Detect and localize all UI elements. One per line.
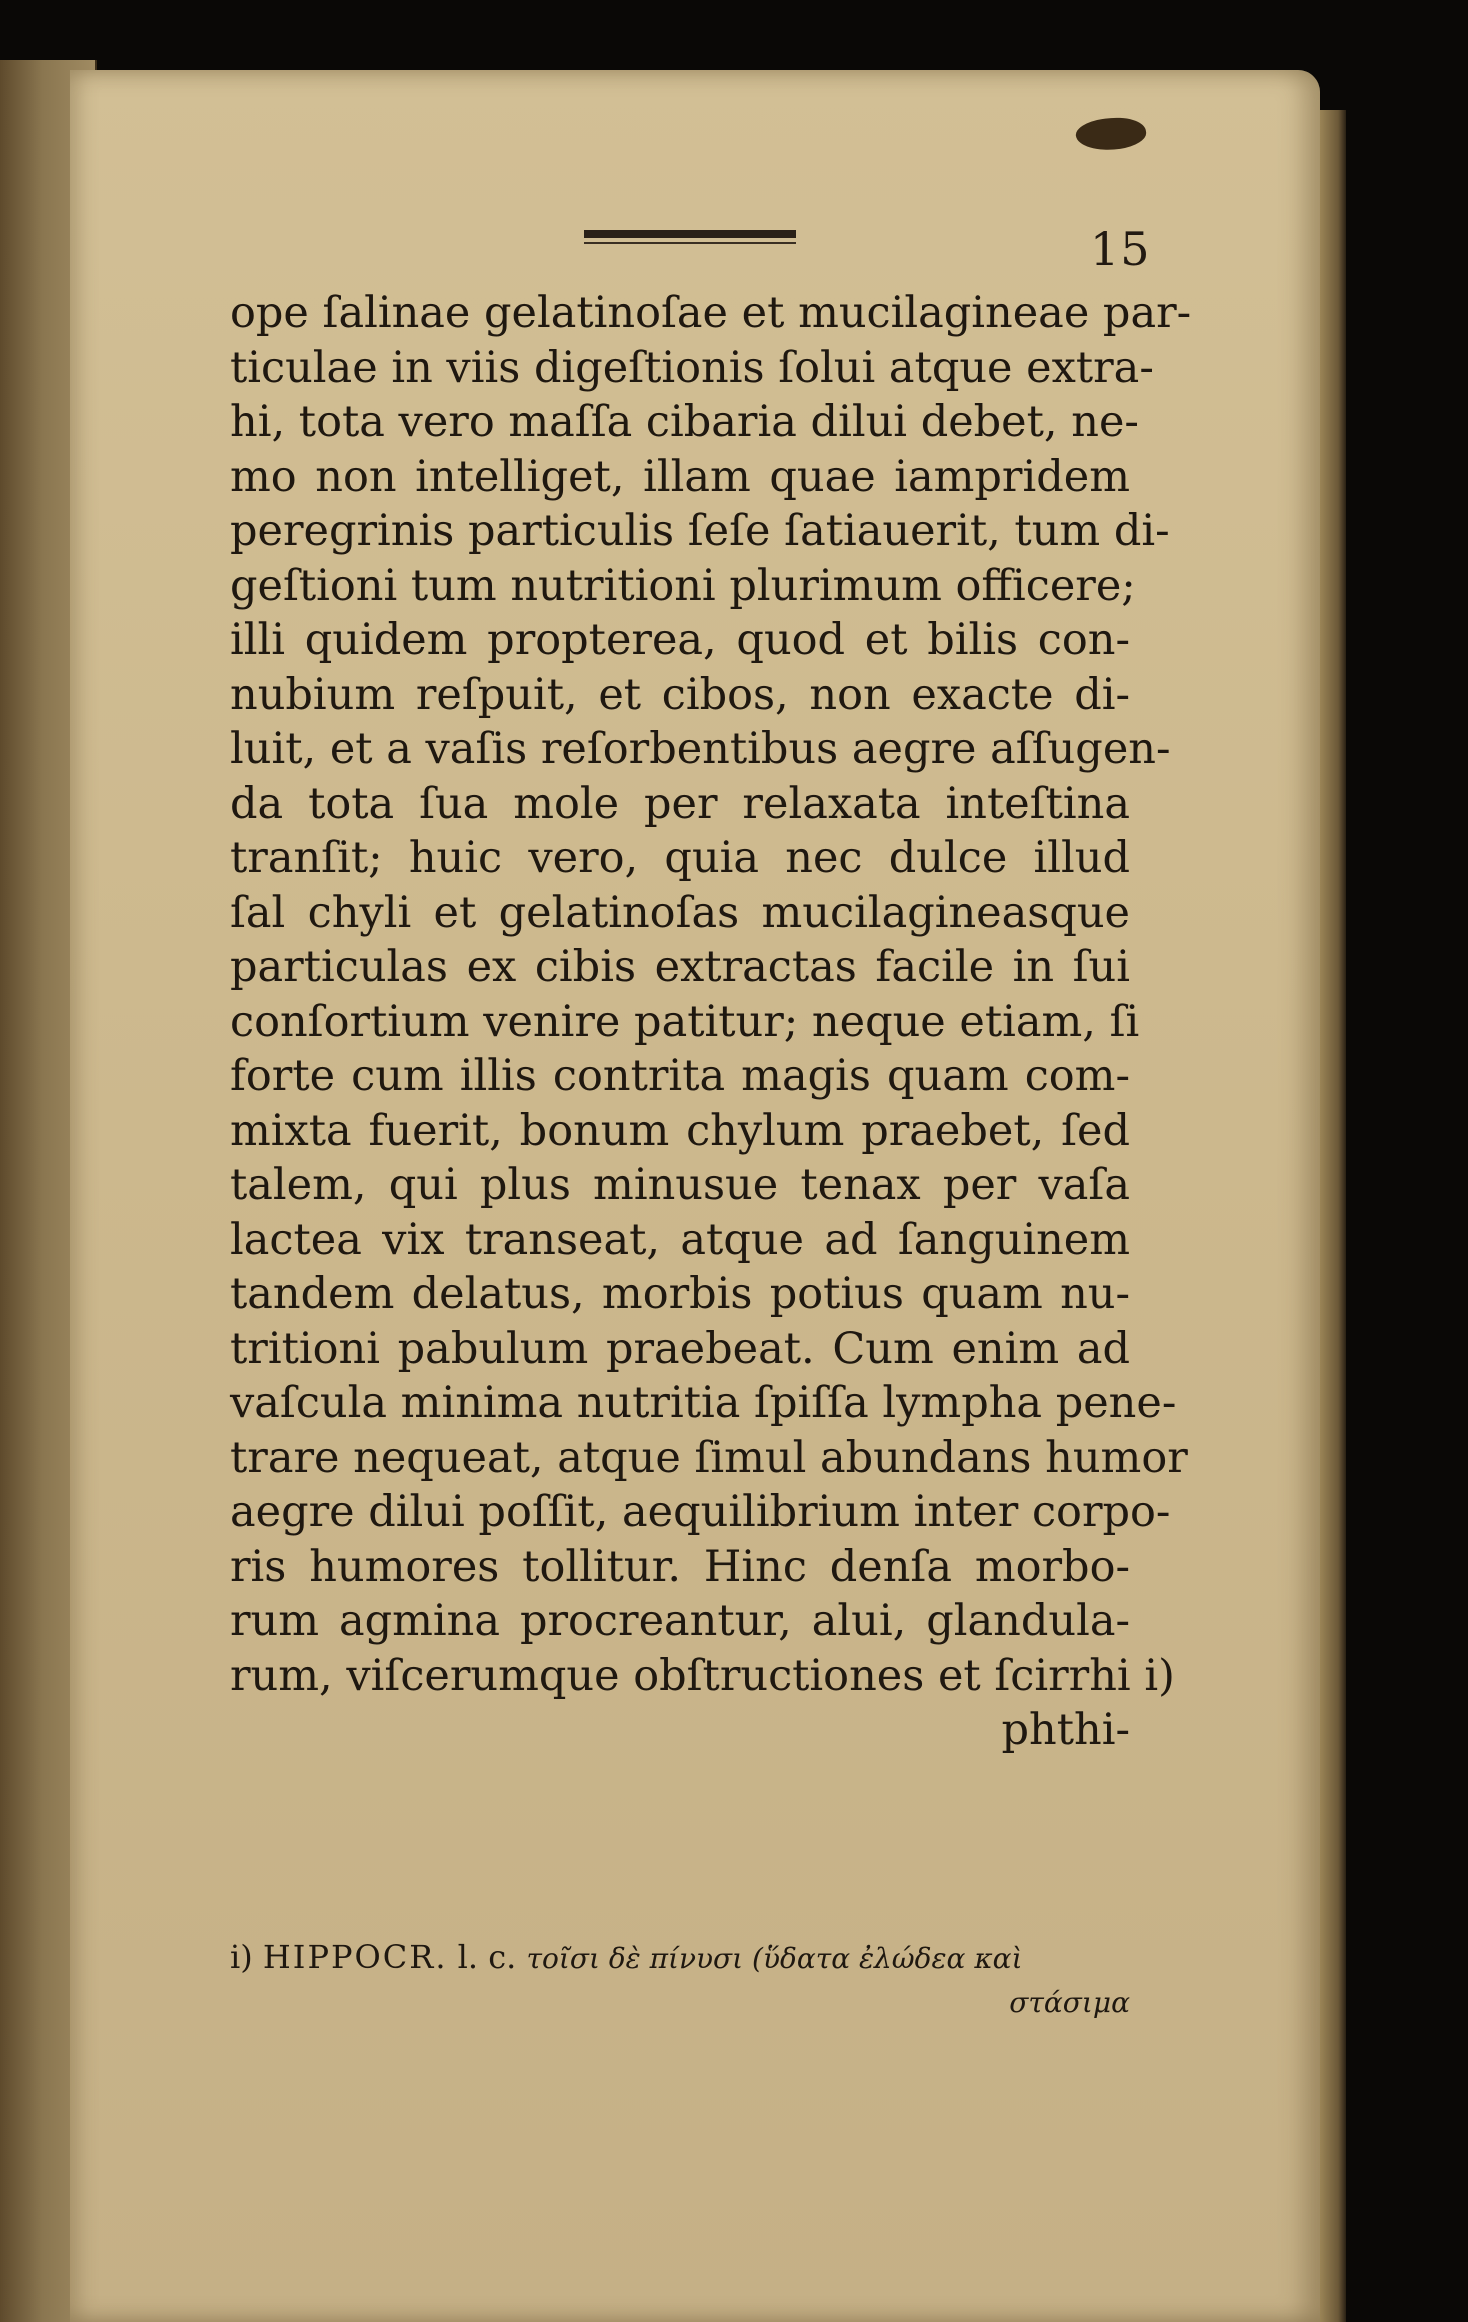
text-line: mo non intelliget, illam quae iampridem: [230, 451, 1130, 502]
text-line: aegre dilui poſſit, aequilibrium inter corpo-: [230, 1487, 1171, 1537]
footnote-author: HIPPOCR.: [262, 1938, 448, 1976]
page-fore-edge: [1320, 110, 1346, 2322]
footnote-greek: τοῖσι δὲ πίνυσι (ὕδατα ἐλώδεα καὶ: [526, 1942, 1023, 1975]
header-rule-thick: [584, 230, 796, 238]
page-number: 15: [1090, 222, 1151, 276]
footnote-ref: l. c.: [457, 1938, 517, 1976]
text-line: tandem delatus, morbis potius quam nu-: [230, 1269, 1130, 1319]
text-line: hi, tota vero maſſa cibaria dilui debet, ne-: [230, 397, 1139, 447]
text-line: luit, et a vaſis reſorbentibus aegre aſſugen-: [230, 724, 1171, 774]
text-line: tritioni pabulum praebeat. Cum enim ad: [230, 1323, 1130, 1374]
text-line: trare nequeat, atque ſimul abundans humor: [230, 1432, 1188, 1483]
text-line: ſal chyli et gelatinoſas mucilagineasque: [230, 887, 1130, 938]
text-line: forte cum illis contrita magis quam com-: [230, 1051, 1130, 1101]
text-line: conſortium venire patitur; neque etiam, ſi: [230, 996, 1140, 1047]
header-rule: [584, 230, 796, 246]
text-line: illi quidem propterea, quod et bilis con-: [230, 615, 1130, 665]
text-line: lactea vix transeat, atque ad ſanguinem: [230, 1214, 1130, 1265]
text-line: rum, viſcerumque obſtructiones et ſcirrhi i): [230, 1650, 1175, 1701]
text-line: geſtioni tum nutritioni plurimum officere;: [230, 560, 1136, 611]
body-text: [230, 286, 1192, 1758]
footnote: [230, 1934, 1130, 2026]
footnote-line: [230, 1934, 1130, 1980]
text-line: peregrinis particulis ſeſe ſatiauerit, tum di-: [230, 506, 1170, 556]
text-line: mixta fuerit, bonum chylum praebet, ſed: [230, 1105, 1130, 1156]
text-line: talem, qui plus minusue tenax per vaſa: [230, 1160, 1130, 1210]
catchword: phthi-: [1001, 1705, 1130, 1755]
text-line: nubium reſpuit, et cibos, non exacte di-: [230, 669, 1130, 720]
text-line: particulas ex cibis extractas facile in ſui: [230, 942, 1130, 992]
text-line: ope ſalinae gelatinoſae et mucilagineae par-: [230, 288, 1192, 338]
footnote-greek-continuation: στάσιμα: [1009, 1986, 1130, 2019]
footnote-marker: i): [230, 1938, 253, 1976]
text-line: ticulae in viis digeſtionis ſolui atque extra-: [230, 342, 1154, 393]
text-line: vaſcula minima nutritia ſpiſſa lympha pene-: [230, 1378, 1177, 1428]
text-line: da tota ſua mole per relaxata inteſtina: [230, 778, 1130, 829]
header-rule-thin: [584, 242, 796, 244]
text-line: rum agmina procreantur, alui, glandula-: [230, 1596, 1130, 1646]
text-line: tranſit; huic vero, quia nec dulce illud: [230, 833, 1130, 883]
text-line: ris humores tollitur. Hinc denſa morbo-: [230, 1541, 1130, 1592]
